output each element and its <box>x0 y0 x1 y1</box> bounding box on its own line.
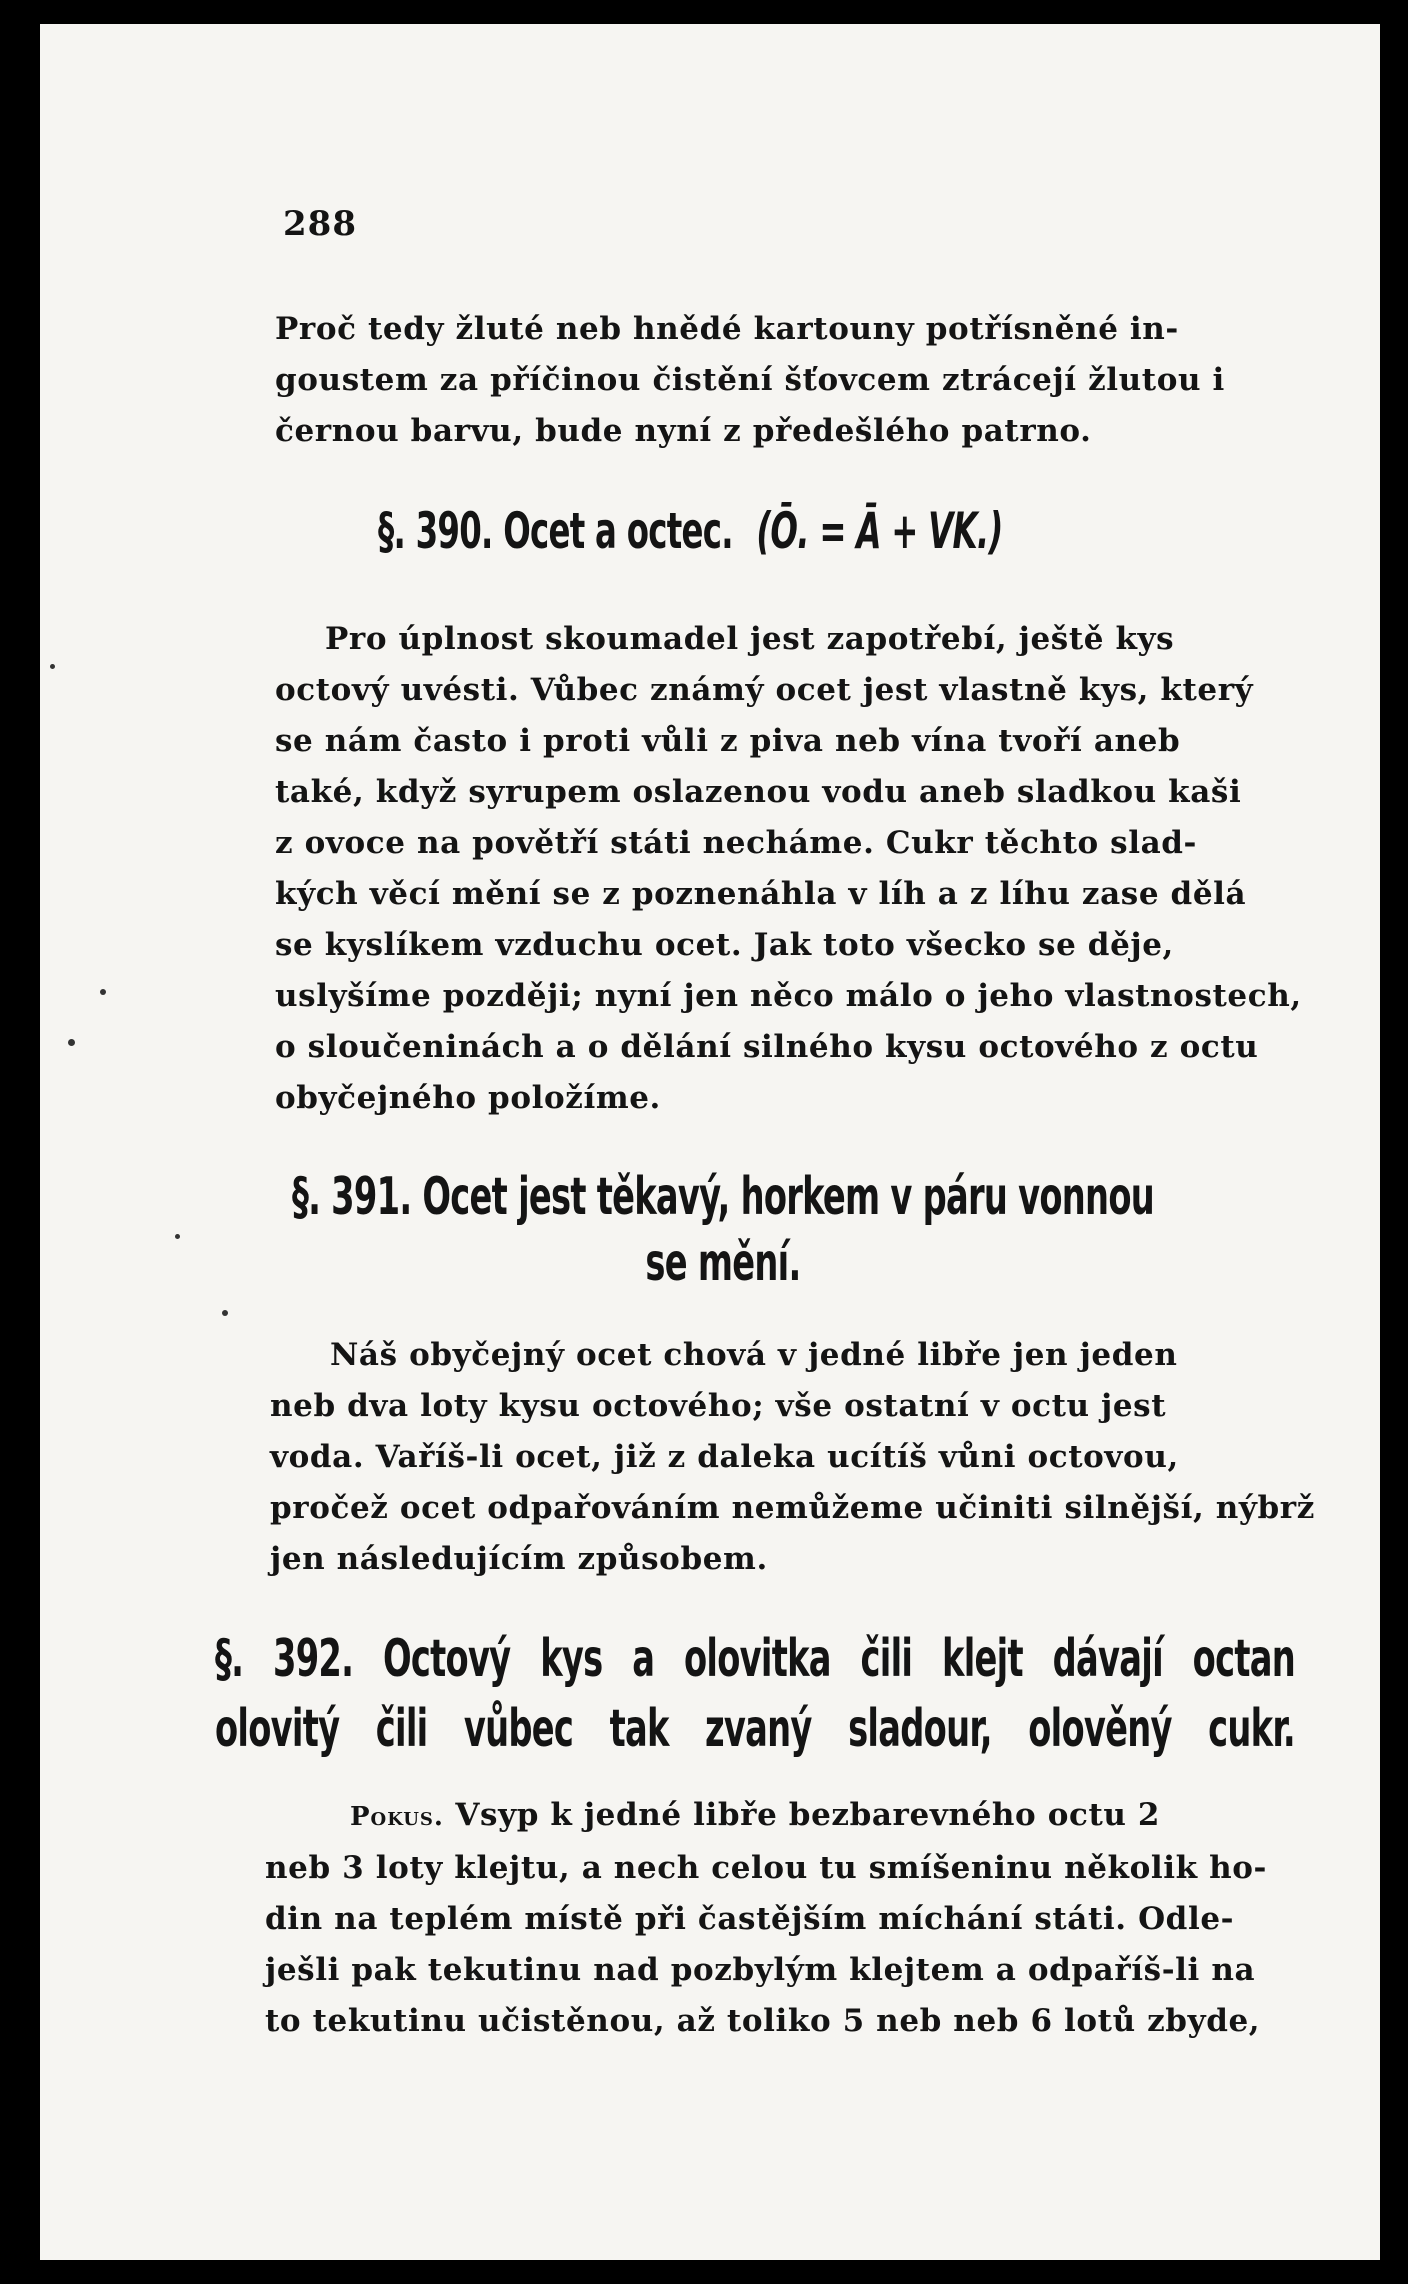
text-line: se kyslíkem vzduchu ocet. Jak toto všecko se děje, <box>275 927 1174 963</box>
paragraph-391 <box>270 1330 1315 1585</box>
section-392-heading <box>215 1624 1295 1764</box>
text-line: jen následujícím způsobem. <box>270 1541 768 1577</box>
text-line <box>265 1790 1305 1843</box>
text-line: Proč tedy žluté neb hnědé kartouny potřísněné in- <box>275 311 1179 347</box>
text-line: pročež ocet odpařováním nemůžeme učiniti silnější, nýbrž <box>270 1490 1315 1526</box>
text-line: z ovoce na povětří státi necháme. Cukr těchto slad- <box>275 825 1198 861</box>
text-line: ješli pak tekutinu nad pozbylým klejtem a odpaříš-li na <box>265 1952 1256 1988</box>
section-392-title-line <box>215 1624 1295 1694</box>
text-fragment: Vsyp k jedné libře bezbarevného octu 2 <box>455 1797 1161 1833</box>
text-line: kých věcí mění se z poznenáhla v líh a z líhu zase dělá <box>275 876 1247 912</box>
intro-paragraph <box>275 304 1305 457</box>
experiment-label: Pokus. <box>350 1802 444 1832</box>
section-title: Ocet jest těkavý, horkem v páru vonnou <box>422 1167 1155 1227</box>
text-line: uslyšíme později; nyní jen něco málo o jeho vlastnostech, <box>275 978 1302 1014</box>
scan-speck <box>68 1039 75 1046</box>
text-line: din na teplém místě při častějším míchání státi. Odle- <box>265 1901 1235 1937</box>
book-page <box>40 24 1380 2260</box>
section-391-title-line: se mění. <box>645 1233 801 1293</box>
left-scan-border <box>0 0 40 2284</box>
chemical-formula: (Ō. = Ā + VK.) <box>756 502 1003 560</box>
text-line: voda. Vaříš-li ocet, již z daleka ucítíš vůni octovou, <box>270 1439 1179 1475</box>
section-390-heading <box>378 502 1157 560</box>
section-number: §. 391. <box>291 1167 412 1227</box>
page-number: 288 <box>283 204 357 244</box>
text-line: neb dva loty kysu octového; vše ostatní v octu jest <box>270 1388 1167 1424</box>
text-line: Pro úplnost skoumadel jest zapotřebí, ještě kys <box>325 621 1175 657</box>
section-391-heading <box>255 1164 1191 1296</box>
scan-speck <box>175 1234 180 1239</box>
text-line: Náš obyčejný ocet chová v jedné libře jen jeden <box>330 1337 1178 1373</box>
text-line: obyčejného položíme. <box>275 1080 661 1116</box>
text-line: se nám často i proti vůli z piva neb vína tvoří aneb <box>275 723 1181 759</box>
section-392-title-line: olovitý čili vůbec tak zvaný sladour, olověný cukr. <box>215 1699 1295 1759</box>
right-scan-border <box>1380 0 1408 2284</box>
text-line: goustem za příčinou čistění šťovcem ztrácejí žlutou i <box>275 362 1225 398</box>
text-line: o sloučeninách a o dělání silného kysu octového z octu <box>275 1029 1259 1065</box>
text-line: neb 3 loty klejtu, a nech celou tu smíšeninu několik ho- <box>265 1850 1268 1886</box>
paragraph-390 <box>275 614 1305 1124</box>
paragraph-392 <box>265 1790 1305 2047</box>
scan-speck <box>222 1310 228 1316</box>
scan-speck <box>100 989 106 995</box>
text-line: octový uvésti. Vůbec známý ocet jest vlastně kys, který <box>275 672 1254 708</box>
text-line: také, když syrupem oslazenou vodu aneb sladkou kaši <box>275 774 1242 810</box>
text-line: černou barvu, bude nyní z předešlého patrno. <box>275 413 1092 449</box>
text-line: to tekutinu učistěnou, až toliko 5 neb neb 6 lotů zbyde, <box>265 2003 1261 2039</box>
section-title: Ocet a octec. <box>503 502 733 560</box>
scan-speck <box>50 664 55 669</box>
section-title: Octový kys a olovitka čili klejt dávají octan <box>382 1629 1295 1689</box>
section-number: §. 390. <box>378 502 493 560</box>
section-391-title-line <box>255 1164 1191 1230</box>
section-number: §. 392. <box>215 1629 354 1689</box>
